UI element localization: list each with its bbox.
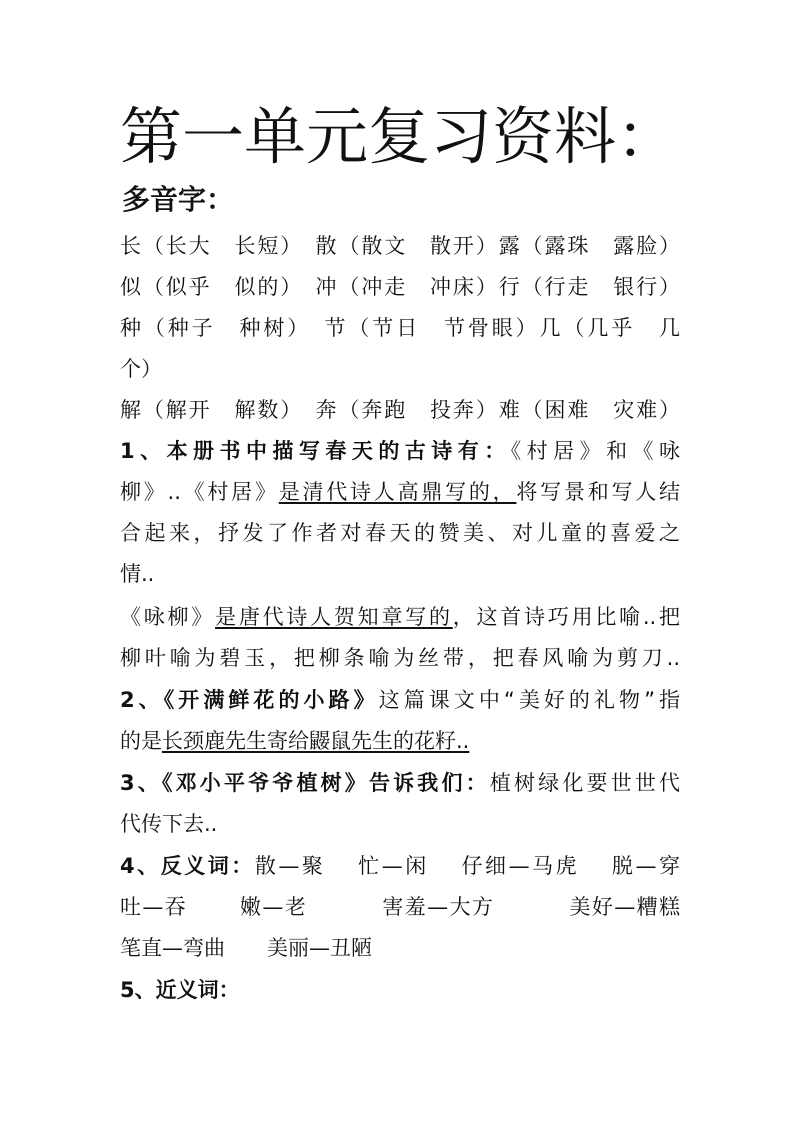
item-1-line-4: 情.. bbox=[120, 562, 155, 586]
item-4-line-3: 笔直—弯曲 美丽—丑陋 bbox=[120, 936, 372, 960]
item-1-line-5-start: 《咏柳》 bbox=[120, 605, 216, 629]
item-2-text: 这篇课文中“美好的礼物”指 bbox=[378, 688, 680, 712]
item-5-line-1 bbox=[120, 970, 680, 1010]
item-1-label: 本册书中描写春天的古诗有： bbox=[166, 439, 511, 463]
item-1-underlined-poet: 是唐代诗人贺知章写的 bbox=[215, 605, 453, 629]
item-1-underlined-author: 是清代诗人高鼎写的， bbox=[278, 480, 517, 504]
item-3-label: 《邓小平爷爷植树》告诉我们： bbox=[161, 771, 490, 795]
item-2-line-2-start: 的是 bbox=[120, 729, 162, 753]
item-1-number: 1、 bbox=[120, 439, 167, 463]
polyphonic-heading: 多音字： bbox=[122, 183, 235, 216]
item-1-line-3: 合起来，抒发了作者对春天的赞美、对儿童的喜爱之 bbox=[120, 521, 680, 545]
item-1-line-2-end: 将写景和写人结 bbox=[516, 480, 680, 504]
item-4-line-1 bbox=[120, 846, 680, 886]
item-4-number: 4、 bbox=[120, 854, 161, 878]
polyphonic-line-1: 长（长大 长短） 散（散文 散开）露（露珠 露脸） bbox=[120, 234, 680, 258]
item-3-text: 植树绿化要世世代 bbox=[489, 771, 680, 795]
item-1-line-5 bbox=[120, 597, 680, 637]
item-1-line-6: 柳叶喻为碧玉，把柳条喻为丝带，把春风喻为剪刀.. bbox=[120, 646, 680, 670]
polyphonic-line-2: 似（似乎 似的） 冲（冲走 冲床）行（行走 银行） bbox=[120, 275, 680, 299]
item-1-line-2 bbox=[120, 472, 680, 512]
item-1-text: 《村居》和《咏 bbox=[510, 439, 680, 463]
item-3-line-1 bbox=[120, 763, 680, 803]
item-1-line-5-end: ，这首诗巧用比喻..把 bbox=[452, 605, 680, 629]
item-4-text: 散—聚 忙—闲 仔细—马虎 脱—穿 bbox=[254, 854, 680, 878]
item-3-line-2: 代传下去.. bbox=[120, 812, 218, 836]
item-2-line-1 bbox=[120, 680, 680, 720]
item-5-number: 5、 bbox=[120, 978, 156, 1002]
page-title: 第一单元复习资料： bbox=[120, 100, 679, 173]
item-2-line-2 bbox=[120, 721, 680, 761]
polyphonic-line-5: 解（解开 解数） 奔（奔跑 投奔）难（困难 灾难） bbox=[120, 398, 680, 422]
polyphonic-line-3: 种（种子 种树） 节（节日 节骨眼）几（几乎 几 bbox=[120, 316, 680, 340]
item-3-number: 3、 bbox=[120, 771, 162, 795]
item-5-label: 近义词： bbox=[155, 978, 240, 1002]
item-2-number: 2、 bbox=[120, 688, 164, 712]
item-2-underlined-answer: 长颈鹿先生寄给鼹鼠先生的花籽.. bbox=[162, 729, 470, 753]
polyphonic-line-4: 个） bbox=[120, 357, 162, 381]
item-1-line-1 bbox=[120, 431, 680, 471]
item-2-label: 《开满鲜花的小路》 bbox=[163, 688, 379, 712]
item-4-line-2: 吐—吞 嫩—老 害羞—大方 美好—糟糕 bbox=[120, 895, 680, 919]
item-4-label: 反义词： bbox=[160, 854, 255, 878]
item-1-line-2-start: 柳》..《村居》 bbox=[120, 480, 279, 504]
